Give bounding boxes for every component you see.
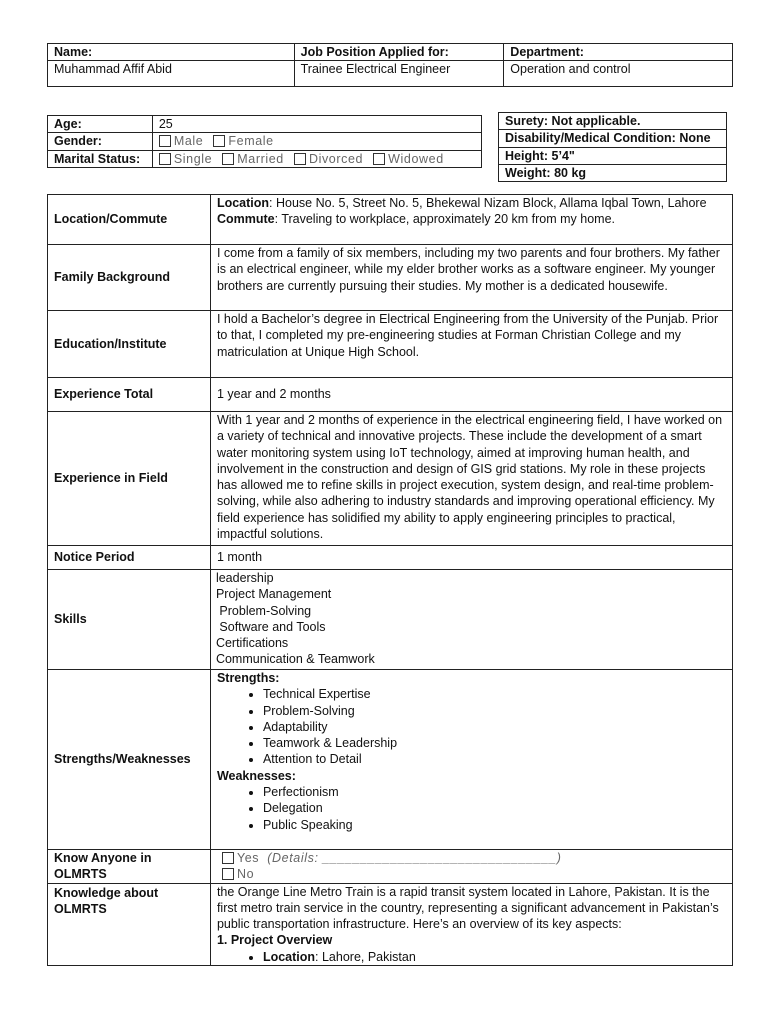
know-anyone-label: Know Anyone in OLMRTS <box>48 850 211 884</box>
know-anyone-options <box>210 850 732 884</box>
row-know-anyone <box>48 850 733 884</box>
weaknesses-title: Weaknesses: <box>216 768 296 783</box>
weight-field: Weight: 80 kg <box>499 164 727 181</box>
physical-info-table <box>498 112 727 182</box>
notice-label: Notice Period <box>48 546 211 570</box>
knowledge-list <box>217 949 726 965</box>
row-skills <box>48 570 733 670</box>
disability-field: Disability/Medical Condition: None <box>499 130 727 147</box>
skill-item: Certifications <box>215 636 289 651</box>
list-item: • Delegation <box>263 800 726 816</box>
skill-item: leadership <box>215 571 274 585</box>
list-item: • Problem-Solving <box>263 703 726 719</box>
list-item: • Adaptability <box>263 719 726 735</box>
checkbox-icon[interactable] <box>159 135 171 147</box>
height-field: Height: 5’4" <box>499 147 727 164</box>
experience-total-label: Experience Total <box>48 378 211 412</box>
checkbox-icon[interactable] <box>222 153 234 165</box>
list-item: • Perfectionism <box>263 784 726 800</box>
experience-field-text: With 1 year and 2 months of experience in the electrical engineering field, I have worked on a variety of technical and innovative projects. These include the development of a smart water monitoring system using IoT technology, aimed at improving human health, and involvement in the construction and design of GIS grid stations. My role in these projects has allowed me to refine skills in project execution, system design, and real-time problem-solving, while also adhering to industry standards and improving operational efficiency. My field experience has solidified my ability to apply engineering principles to practical, impactful solutions. <box>210 412 732 546</box>
list-item <box>263 949 726 965</box>
strengths-title: Strengths: <box>216 671 280 685</box>
row-education <box>48 311 733 378</box>
location-value <box>210 195 732 245</box>
list-item: • Technical Expertise <box>263 686 726 702</box>
know-option-yes[interactable]: Yes (Details: _______________________________) <box>222 850 726 866</box>
age-label: Age: <box>48 116 153 133</box>
skills-label: Skills <box>48 570 211 670</box>
education-label: Education/Institute <box>48 311 211 378</box>
gender-options <box>152 133 481 150</box>
header-table <box>47 43 733 87</box>
list-item: • Public Speaking <box>263 817 726 833</box>
gender-option-female[interactable]: Female <box>213 134 273 148</box>
job-position-label: Job Position Applied for: <box>294 44 504 61</box>
marital-option-divorced[interactable]: Divorced <box>294 152 363 166</box>
family-label: Family Background <box>48 245 211 311</box>
surety-field: Surety: Not applicable. <box>499 113 727 130</box>
list-item: • Attention to Detail <box>263 751 726 767</box>
knowledge-subhead: 1. Project Overview <box>216 933 333 948</box>
marital-options <box>152 150 481 167</box>
experience-total-text: 1 year and 2 months <box>210 378 732 412</box>
checkbox-icon[interactable] <box>373 153 385 165</box>
knowledge-content <box>210 883 732 965</box>
age-value: 25 <box>152 116 481 133</box>
name-label: Name: <box>48 44 295 61</box>
checkbox-icon[interactable] <box>222 852 234 864</box>
row-experience-field <box>48 412 733 546</box>
details-table <box>47 194 733 966</box>
row-strengths-weaknesses <box>48 670 733 850</box>
skill-item: Software and Tools <box>215 619 326 634</box>
knowledge-bullet-key: Location <box>262 949 316 964</box>
experience-field-label: Experience in Field <box>48 412 211 546</box>
department-value: Operation and control <box>504 61 733 87</box>
name-value: Muhammad Affif Abid <box>48 61 295 87</box>
job-position-value: Trainee Electrical Engineer <box>294 61 504 87</box>
personal-info-table <box>47 115 482 168</box>
checkbox-icon[interactable] <box>222 868 234 880</box>
location-label: Location/Commute <box>48 195 211 245</box>
education-text: I hold a Bachelor’s degree in Electrical Engineering from the University of the Punjab. Prior to that, I completed my pre-engineering studies at Forman Christian College and my matriculation at Unique High School. <box>210 311 732 378</box>
knowledge-label: Knowledge about OLMRTS <box>48 883 211 965</box>
strengths-weaknesses-content <box>210 670 732 850</box>
knowledge-text: the Orange Line Metro Train is a rapid transit system located in Lahore, Pakistan. It is the first metro train service in the country, representing a significant advancement in Pakistan’s public transportation infrastructure. Here’s an overview of its key aspects: <box>216 884 719 932</box>
commute-key: Commute <box>216 212 275 227</box>
skill-item: Communication & Teamwork <box>215 652 375 667</box>
row-experience-total <box>48 378 733 412</box>
gender-label: Gender: <box>48 133 153 150</box>
strengths-list <box>217 686 726 767</box>
checkbox-icon[interactable] <box>159 153 171 165</box>
knowledge-bullet-text: : Lahore, Pakistan <box>315 949 416 964</box>
marital-option-single[interactable]: Single <box>159 152 212 166</box>
gender-option-male[interactable]: Male <box>159 134 204 148</box>
checkbox-icon[interactable] <box>294 153 306 165</box>
department-label: Department: <box>504 44 733 61</box>
row-notice <box>48 546 733 570</box>
notice-text: 1 month <box>210 546 732 570</box>
weaknesses-list <box>217 784 726 833</box>
skills-list <box>210 570 732 670</box>
skill-item: Project Management <box>215 587 332 602</box>
marital-status-label: Marital Status: <box>48 150 153 167</box>
location-text: : House No. 5, Street No. 5, Bhekewal Nizam Block, Allama Iqbal Town, Lahore <box>269 196 707 210</box>
details-field[interactable]: (Details: _______________________________) <box>267 851 562 865</box>
list-item: • Teamwork & Leadership <box>263 735 726 751</box>
strengths-weaknesses-label: Strengths/Weaknesses <box>48 670 211 850</box>
know-option-no[interactable]: No <box>222 866 726 882</box>
checkbox-icon[interactable] <box>213 135 225 147</box>
row-knowledge <box>48 883 733 965</box>
marital-option-widowed[interactable]: Widowed <box>373 152 444 166</box>
location-key: Location <box>216 196 270 210</box>
skill-item: Problem-Solving <box>215 603 312 618</box>
row-location <box>48 195 733 245</box>
marital-option-married[interactable]: Married <box>222 152 284 166</box>
row-family <box>48 245 733 311</box>
family-text: I come from a family of six members, including my two parents and four brothers. My father is an electrical engineer, while my elder brother works as a software engineer. My younger brothers are currently pursuing their studies. My mother is a dedicated housewife. <box>210 245 732 311</box>
commute-text: : Traveling to workplace, approximately 20 km from my home. <box>274 212 615 227</box>
